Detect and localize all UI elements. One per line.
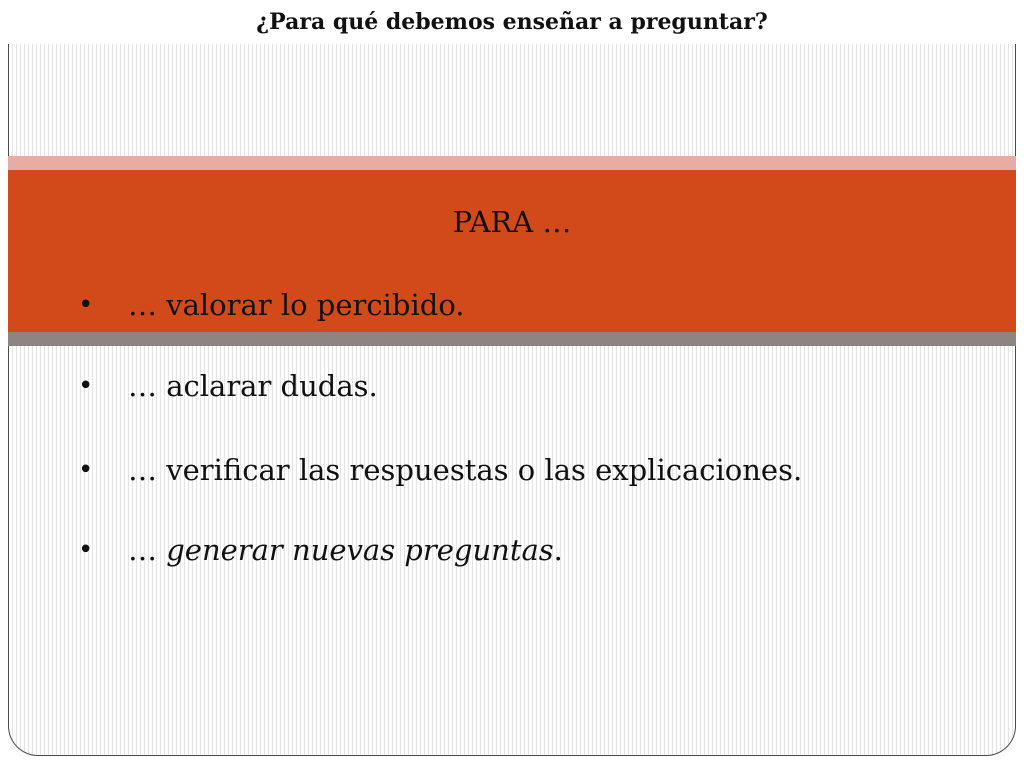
bullet-text (128, 448, 802, 492)
bullet-icon: • (78, 290, 94, 320)
bullet-icon: • (78, 535, 94, 565)
bullet-item (0, 448, 960, 492)
bullet-text (128, 364, 378, 408)
bullet-icon: • (78, 371, 94, 401)
bullet-item (0, 364, 960, 408)
bullet-item (0, 528, 960, 572)
bullet-suffix: . (553, 533, 563, 567)
bullet-content: valorar lo percibido. (166, 288, 465, 322)
bullet-item (0, 283, 960, 327)
bullet-prefix: … (128, 453, 167, 487)
section-heading: PARA … (452, 205, 572, 239)
bullet-emphasis: generar nuevas preguntas (166, 533, 554, 567)
bullet-prefix: … (128, 533, 167, 567)
accent-band-bottom (8, 332, 1016, 346)
bullet-text (128, 283, 465, 327)
accent-band-top (8, 156, 1016, 170)
bullet-content: verificar las respuestas o las explicaciones. (166, 453, 803, 487)
bullet-text (128, 528, 563, 572)
bullet-prefix: … (128, 369, 167, 403)
bullet-content: aclarar dudas. (166, 369, 378, 403)
bullet-prefix: … (128, 288, 167, 322)
bullet-icon: • (78, 455, 94, 485)
slide-title: ¿Para qué debemos enseñar a preguntar? (256, 9, 768, 35)
